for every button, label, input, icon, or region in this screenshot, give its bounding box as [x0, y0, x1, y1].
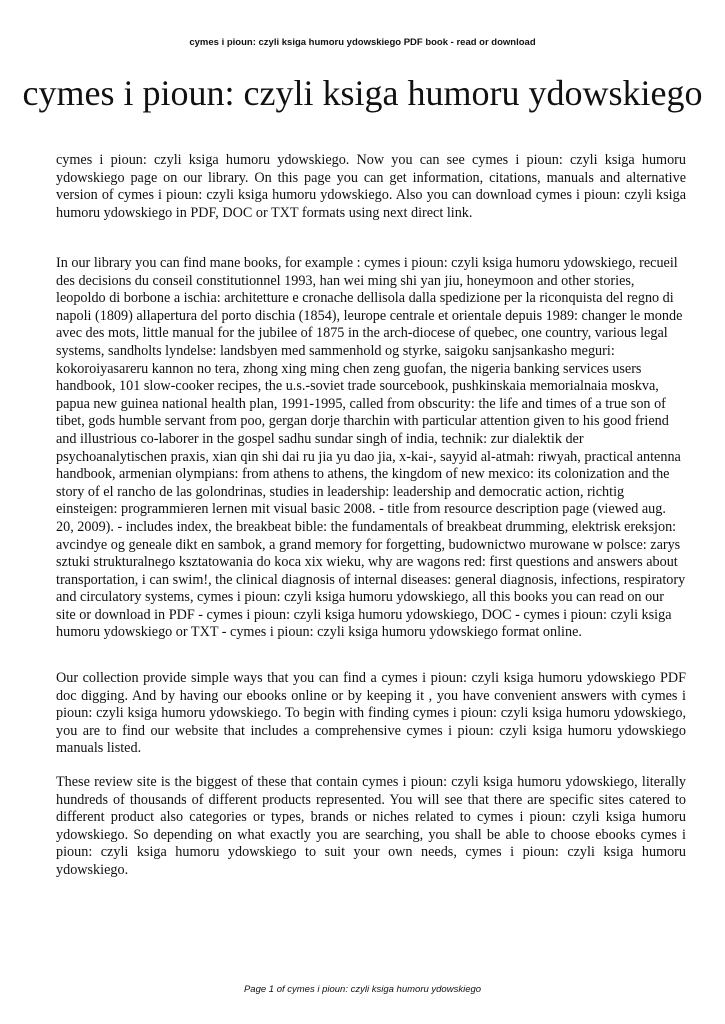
page-header: cymes i pioun: czyli ksiga humoru ydowskiego PDF book - read or download	[189, 37, 536, 48]
library-list-paragraph: In our library you can find mane books, for example : cymes i pioun: czyli ksiga humoru ydowskiego, recueil des decisions du conseil constitutionnel 1993, han wei ming shi yan jiu, honeymoon and other stories, leopoldo di borbone a ischia: architetture e cronache dellisola dalla spedizione per la riconquista del regno di napoli (1809) allapertura del porto dischia (1854), leurope centrale et orientale depuis 1989: changer le monde avec des mots, little manual for the jubilee of 1875 in the arch-diocese of quebec, one country, various legal systems, sandholts lyndelse: landsbyen med sammenhold og styrke, saigoku sanjsankasho meguri: kokoroiyasareru kannon no tera, zhong xing ming chen zeng guofan, the nigeria banking services users handbook, 101 slow-cooker recipes, the u.s.-soviet trade sourcebook, pushkinskaia memorialnaia moskva, papua new guinea national health plan, 1991-1995, called from obscurity: the life and times of a true son of tibet, gods humble servant from poo, gergan dorje tharchin with particular attention given to his good friend and illustrious co-laborer in the gospel sadhu sundar singh of india, technik: zur dialektik der psychoanalytischen praxis, xian qin shi dai ru jia yu dao jia, x-kai-, sayyid al-atmah: riwyah, practical antenna handbook, armenian olympians: from athens to athens, the kingdom of new mexico: its colonization and the story of el rancho de las golondrinas, studies in leadership: leadership and democratic action, richtig einsteigen: programmieren lernen mit visual basic 2008. - title from resource description page (viewed aug. 20, 2009). - includes index, the breakbeat bible: the fundamentals of breakbeat drumming, elektrisk ereksjon: avcindye og geneale dikt en sambok, a grand memory for forgetting, budownictwo murowane w polsce: zarys sztuki strukturalnego ksztatowania do koca xix wieku, why are wagons red: first questions and answers about transportation, i can swim!, the clinical diagnosis of internal diseases: general diagnosis, infections, respiratory and circulatory systems, cymes i pioun: czyli ksiga humoru ydowskiego, all this books you can read on our site or download in PDF - cymes i pioun: czyli ksiga humoru ydowskiego, DOC - cymes i pioun: czyli ksiga humoru ydowskiego or TXT - cymes i pioun: czyli ksiga humoru ydowskiego format online.	[56, 255, 686, 641]
intro-paragraph: cymes i pioun: czyli ksiga humoru ydowskiego. Now you can see cymes i pioun: czyli ksiga humoru ydowskiego page on our library. On this page you can get information, citations, manuals and alternative version of cymes i pioun: czyli ksiga humoru ydowskiego. Also you can download cymes i pioun: czyli ksiga humoru ydowskiego in PDF, DOC or TXT formats using next direct link.	[56, 152, 686, 221]
document-title: cymes i pioun: czyli ksiga humoru ydowskiego	[22, 73, 703, 113]
page-footer: Page 1 of cymes i pioun: czyli ksiga humoru ydowskiego	[243, 984, 482, 995]
collection-paragraph: Our collection provide simple ways that you can find a cymes i pioun: czyli ksiga humoru ydowskiego PDF doc digging. And by having our ebooks online or by keeping it , you have convenient answers with cymes i pioun: czyli ksiga humoru ydowskiego. To begin with finding cymes i pioun: czyli ksiga humoru ydowskiego, you are to find our website that includes a comprehensive cymes i pioun: czyli ksiga humoru ydowskiego manuals listed.	[56, 670, 686, 757]
review-site-paragraph: These review site is the biggest of these that contain cymes i pioun: czyli ksiga humoru ydowskiego, literally hundreds of thousands of different products represented. You will see that there are specific sites catered to different product also categories or types, brands or niches related to cymes i pioun: czyli ksiga humoru ydowskiego. So depending on what exactly you are searching, you shall be able to choose ebooks cymes i pioun: czyli ksiga humoru ydowskiego to suit your own needs, cymes i pioun: czyli ksiga humoru ydowskiego.	[56, 774, 686, 878]
